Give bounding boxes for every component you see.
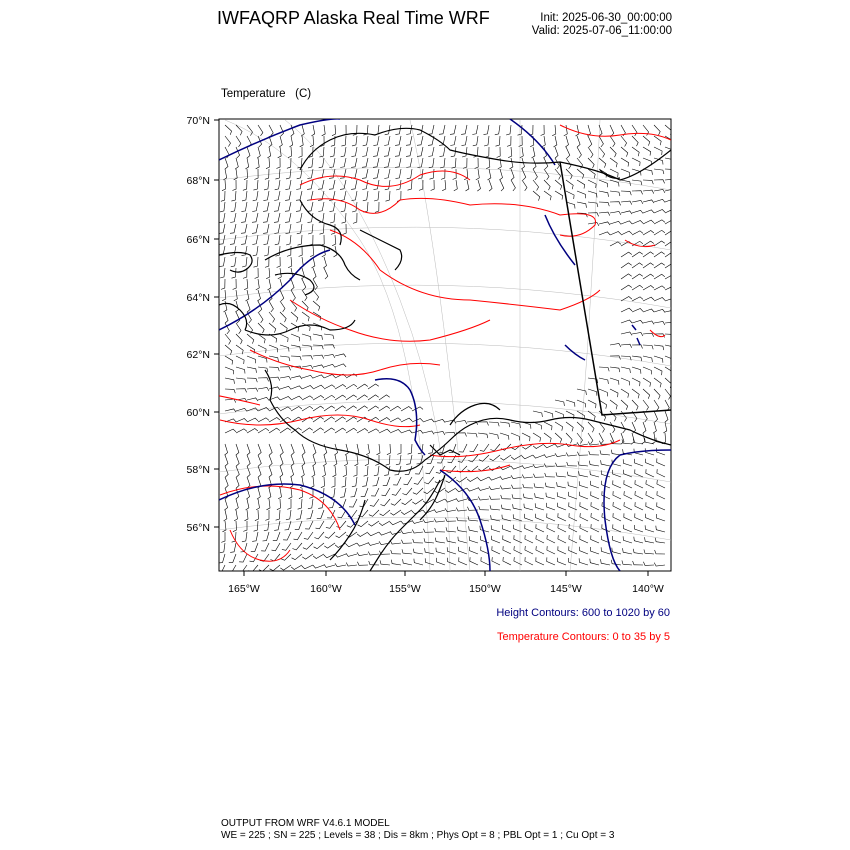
- plot-frame: [219, 119, 671, 571]
- lon-label-165: 165°W: [228, 583, 260, 595]
- lat-label-56: 56°N: [186, 522, 210, 534]
- lon-label-140: 140°W: [632, 583, 664, 595]
- lat-label-62: 62°N: [186, 349, 210, 361]
- temperature-legend: Temperature Contours: 0 to 35 by 5: [496, 631, 670, 643]
- lat-label-66: 66°N: [186, 234, 210, 246]
- valid-time: Valid: 2025-07-06_11:00:00: [531, 25, 672, 37]
- field-temperature: Temperature (C): [221, 88, 312, 100]
- lat-label-64: 64°N: [186, 292, 210, 304]
- lon-label-160: 160°W: [310, 583, 342, 595]
- lon-label-145: 145°W: [550, 583, 582, 595]
- lat-label-70: 70°N: [186, 115, 210, 127]
- init-time: Init: 2025-06-30_00:00:00: [540, 12, 672, 24]
- model-config: WE = 225 ; SN = 225 ; Levels = 38 ; Dis = 8km ; Phys Opt = 8 ; PBL Opt = 1 ; Cu Opt = 3: [221, 829, 615, 841]
- map-title: IWFAQRP Alaska Real Time WRF: [217, 8, 490, 28]
- model-info: [221, 818, 614, 841]
- lon-label-155: 155°W: [389, 583, 421, 595]
- lon-label-150: 150°W: [469, 583, 501, 595]
- lat-label-58: 58°N: [186, 464, 210, 476]
- model-version: OUTPUT FROM WRF V4.6.1 MODEL: [221, 818, 390, 829]
- height-legend: Height Contours: 600 to 1020 by 60: [496, 607, 670, 619]
- lat-label-60: 60°N: [186, 407, 210, 419]
- lat-label-68: 68°N: [186, 175, 210, 187]
